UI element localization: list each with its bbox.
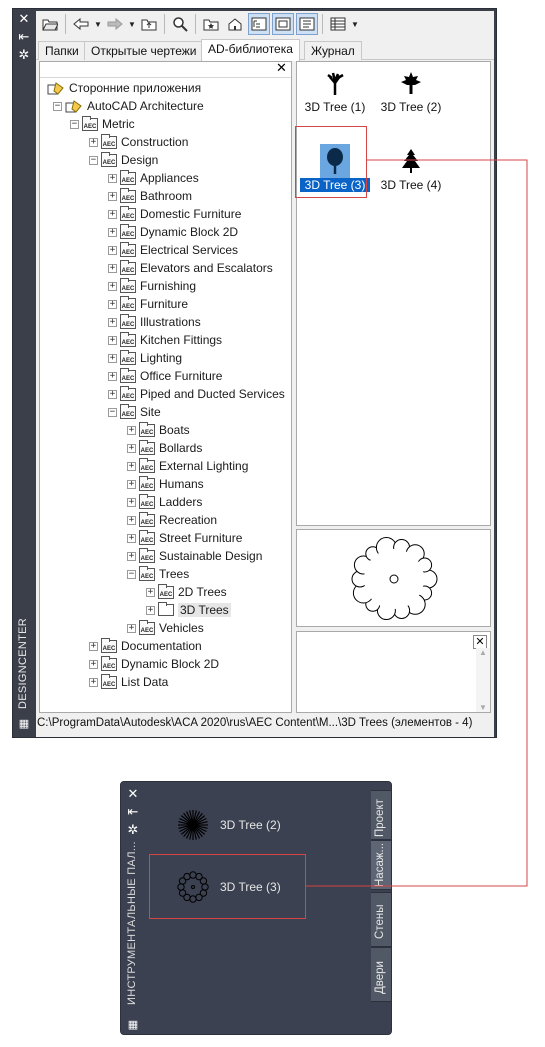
aec-folder-icon: AEC <box>139 568 155 581</box>
aec-folder-icon: AEC <box>139 622 155 635</box>
collapse-icon[interactable]: − <box>71 118 78 129</box>
aec-folder-icon: AEC <box>139 496 155 509</box>
status-bar: C:\ProgramData\Autodesk\ACA 2020\rus\AEC Content\M...\3D Trees (элементов - 4) <box>37 717 473 729</box>
expand-icon[interactable]: + <box>128 496 135 507</box>
aec-folder-icon: AEC <box>101 658 117 671</box>
aec-folder-icon: AEC <box>101 640 117 653</box>
expand-icon[interactable]: + <box>109 352 116 363</box>
expand-icon[interactable]: + <box>147 586 154 597</box>
tree-node-label: External Lighting <box>159 459 249 473</box>
tree-node-label: Dynamic Block 2D <box>140 225 239 239</box>
menu-icon[interactable]: ▦ <box>127 1018 139 1031</box>
tree-node-label: Trees <box>159 567 190 581</box>
collapse-icon[interactable]: − <box>128 568 135 579</box>
expand-icon[interactable]: + <box>109 244 116 255</box>
palette-item-label: 3D Tree (2) <box>220 818 281 832</box>
scroll-up-icon[interactable]: ▲ <box>479 648 487 657</box>
aec-folder-icon: AEC <box>120 208 136 221</box>
aec-folder-icon: AEC <box>139 424 155 437</box>
aec-folder-icon: AEC <box>158 586 174 599</box>
tree-node-label: Illustrations <box>140 315 201 329</box>
aec-folder-icon: AEC <box>120 352 136 365</box>
tree-node-label: Street Furniture <box>159 531 243 545</box>
tree-node-label: Site <box>140 405 161 419</box>
expand-icon[interactable]: + <box>109 262 116 273</box>
tree-node-label: List Data <box>121 675 169 689</box>
tree-node-label: 2D Trees <box>178 585 227 599</box>
expand-icon[interactable]: + <box>90 658 97 669</box>
tree-node-label: Ladders <box>159 495 203 509</box>
tree-node-label: Boats <box>159 423 190 437</box>
aec-folder-icon: AEC <box>120 298 136 311</box>
aec-folder-icon: AEC <box>120 280 136 293</box>
aec-folder-icon: AEC <box>101 676 117 689</box>
aec-folder-icon: AEC <box>139 550 155 563</box>
expand-icon[interactable]: + <box>109 280 116 291</box>
tree-node-label: Furnishing <box>140 279 197 293</box>
item-label: 3D Tree (1) <box>304 100 366 114</box>
forward-dropdown-icon[interactable]: ▼ <box>128 19 136 29</box>
palette-tab-doors[interactable]: Двери <box>371 947 392 1002</box>
collapse-icon[interactable]: − <box>90 154 97 165</box>
expand-icon[interactable]: + <box>109 190 116 201</box>
expand-icon[interactable]: + <box>109 388 116 399</box>
palette-tab-project[interactable]: Проект <box>371 790 392 840</box>
expand-icon[interactable]: + <box>128 550 135 561</box>
aec-folder-icon: AEC <box>120 370 136 383</box>
tab-open-drawings[interactable]: Открытые чертежи <box>84 41 203 60</box>
aec-folder-icon: AEC <box>120 262 136 275</box>
aec-folder-icon: AEC <box>101 154 117 167</box>
item-label: 3D Tree (3) <box>300 178 370 192</box>
collapse-icon[interactable]: − <box>54 100 61 111</box>
tab-ad-library[interactable]: AD-библиотека <box>201 39 300 61</box>
expand-icon[interactable]: + <box>109 370 116 381</box>
aec-folder-icon: AEC <box>120 244 136 257</box>
tree-node-label: Electrical Services <box>140 243 239 257</box>
designcenter-title: DESIGNCENTER <box>17 618 29 709</box>
expand-icon[interactable]: + <box>109 172 116 183</box>
tree-node-label: Dynamic Block 2D <box>121 657 220 671</box>
tree-node-label: Piped and Ducted Services <box>140 387 285 401</box>
aec-folder-icon: AEC <box>120 190 136 203</box>
expand-icon[interactable]: + <box>90 640 97 651</box>
aec-folder-icon: AEC <box>139 442 155 455</box>
collapse-icon[interactable]: − <box>109 406 116 417</box>
tree-node-label: Design <box>121 153 159 167</box>
item-label: 3D Tree (4) <box>380 178 442 192</box>
aec-folder-icon: AEC <box>139 514 155 527</box>
properties-icon[interactable]: ✲ <box>18 48 30 63</box>
aec-folder-icon: AEC <box>120 406 136 419</box>
tree-node-label: Furniture <box>140 297 189 311</box>
tab-folders[interactable]: Папки <box>38 41 86 60</box>
menu-icon[interactable]: ▦ <box>18 717 30 730</box>
expand-icon[interactable]: + <box>128 622 135 633</box>
tree-node-label: 3D Trees <box>180 603 229 617</box>
description-close-icon[interactable]: ✕ <box>473 635 487 649</box>
aec-folder-icon: AEC <box>82 118 98 131</box>
aec-folder-icon: AEC <box>139 532 155 545</box>
tree-node-label: Recreation <box>159 513 218 527</box>
aec-folder-icon: AEC <box>120 226 136 239</box>
tree-node-label: Metric <box>102 117 135 131</box>
tree-node-label: Elevators and Escalators <box>140 261 273 275</box>
aec-folder-icon: AEC <box>120 316 136 329</box>
expand-icon[interactable]: + <box>147 604 154 615</box>
tree-close-icon[interactable]: ✕ <box>276 61 287 76</box>
close-icon[interactable]: ✕ <box>18 12 30 27</box>
tree-node-label: Bollards <box>159 441 203 455</box>
close-icon[interactable]: ✕ <box>127 787 139 802</box>
tree-node-label: Lighting <box>140 351 183 365</box>
expand-icon[interactable]: + <box>128 460 135 471</box>
pin-icon[interactable]: ⇤ <box>18 30 30 45</box>
expand-icon[interactable]: + <box>109 208 116 219</box>
expand-icon[interactable]: + <box>128 514 135 525</box>
tree-node-label: Vehicles <box>159 621 204 635</box>
tree-node-label: Bathroom <box>140 189 193 203</box>
aec-folder-icon: AEC <box>139 460 155 473</box>
expand-icon[interactable]: + <box>109 298 116 309</box>
expand-icon[interactable]: + <box>90 136 97 147</box>
expand-icon[interactable]: + <box>109 316 116 327</box>
tree-node-label: Domestic Furniture <box>140 207 242 221</box>
item-label: 3D Tree (2) <box>380 100 442 114</box>
expand-icon[interactable]: + <box>109 226 116 237</box>
tree-node-label: Humans <box>159 477 204 491</box>
back-dropdown-icon[interactable]: ▼ <box>94 19 102 29</box>
expand-icon[interactable]: + <box>109 334 116 345</box>
expand-icon[interactable]: + <box>128 532 135 543</box>
tree-node-label: Office Furniture <box>140 369 223 383</box>
expand-icon[interactable]: + <box>128 478 135 489</box>
tree-node-label: Kitchen Fittings <box>140 333 223 347</box>
aec-folder-icon: AEC <box>120 172 136 185</box>
palette-tab-planting[interactable]: Насаж... <box>371 840 392 890</box>
palette-item-label: 3D Tree (3) <box>220 880 281 894</box>
expand-icon[interactable]: + <box>90 676 97 687</box>
palette-tab-walls[interactable]: Стены <box>371 892 392 947</box>
pin-icon[interactable]: ⇤ <box>127 805 139 820</box>
views-dropdown-icon[interactable]: ▼ <box>351 19 359 29</box>
tree-node-label: Sustainable Design <box>159 549 263 563</box>
aec-folder-icon: AEC <box>120 388 136 401</box>
expand-icon[interactable]: + <box>128 424 135 435</box>
tree-node-label: AutoCAD Architecture <box>87 99 204 113</box>
tree-node-label: Сторонние приложения <box>69 81 202 95</box>
aec-folder-icon: AEC <box>101 136 117 149</box>
properties-icon[interactable]: ✲ <box>127 823 139 838</box>
tree-node-label: Construction <box>121 135 189 149</box>
tree-node-label: Appliances <box>140 171 199 185</box>
aec-folder-icon: AEC <box>120 334 136 347</box>
tree-node-label: Documentation <box>121 639 202 653</box>
tab-history[interactable]: Журнал <box>304 41 362 60</box>
aec-folder-icon: AEC <box>139 478 155 491</box>
expand-icon[interactable]: + <box>128 442 135 453</box>
tool-palettes-title: ИНСТРУМЕНТАЛЬНЫЕ ПАЛ... <box>126 841 138 1005</box>
scroll-down-icon[interactable]: ▼ <box>479 703 487 712</box>
